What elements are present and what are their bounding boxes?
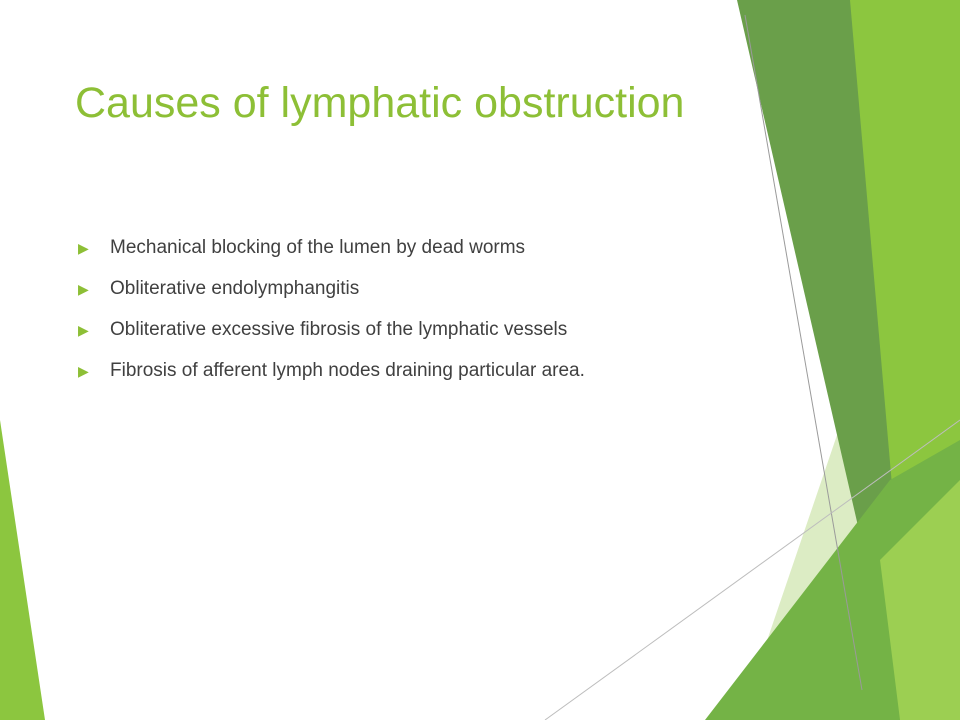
bullet-text: Obliterative endolymphangitis bbox=[110, 278, 360, 299]
list-item bbox=[78, 355, 778, 396]
triangle-bullet-icon: ▶ bbox=[78, 281, 89, 297]
list-item bbox=[78, 314, 778, 355]
bullet-list bbox=[78, 232, 778, 396]
slide-title: Causes of lymphatic obstruction bbox=[75, 79, 685, 127]
bullet-text: Obliterative excessive fibrosis of the lymphatic vessels bbox=[110, 319, 568, 340]
bullet-text: Mechanical blocking of the lumen by dead worms bbox=[110, 237, 526, 258]
list-item bbox=[78, 232, 778, 273]
left-green-sliver bbox=[0, 420, 45, 720]
triangle-bullet-icon: ▶ bbox=[78, 363, 89, 379]
bullet-text: Fibrosis of afferent lymph nodes draining particular area. bbox=[110, 360, 585, 381]
triangle-bullet-icon: ▶ bbox=[78, 240, 89, 256]
triangle-bullet-icon: ▶ bbox=[78, 322, 89, 338]
list-item bbox=[78, 273, 778, 314]
